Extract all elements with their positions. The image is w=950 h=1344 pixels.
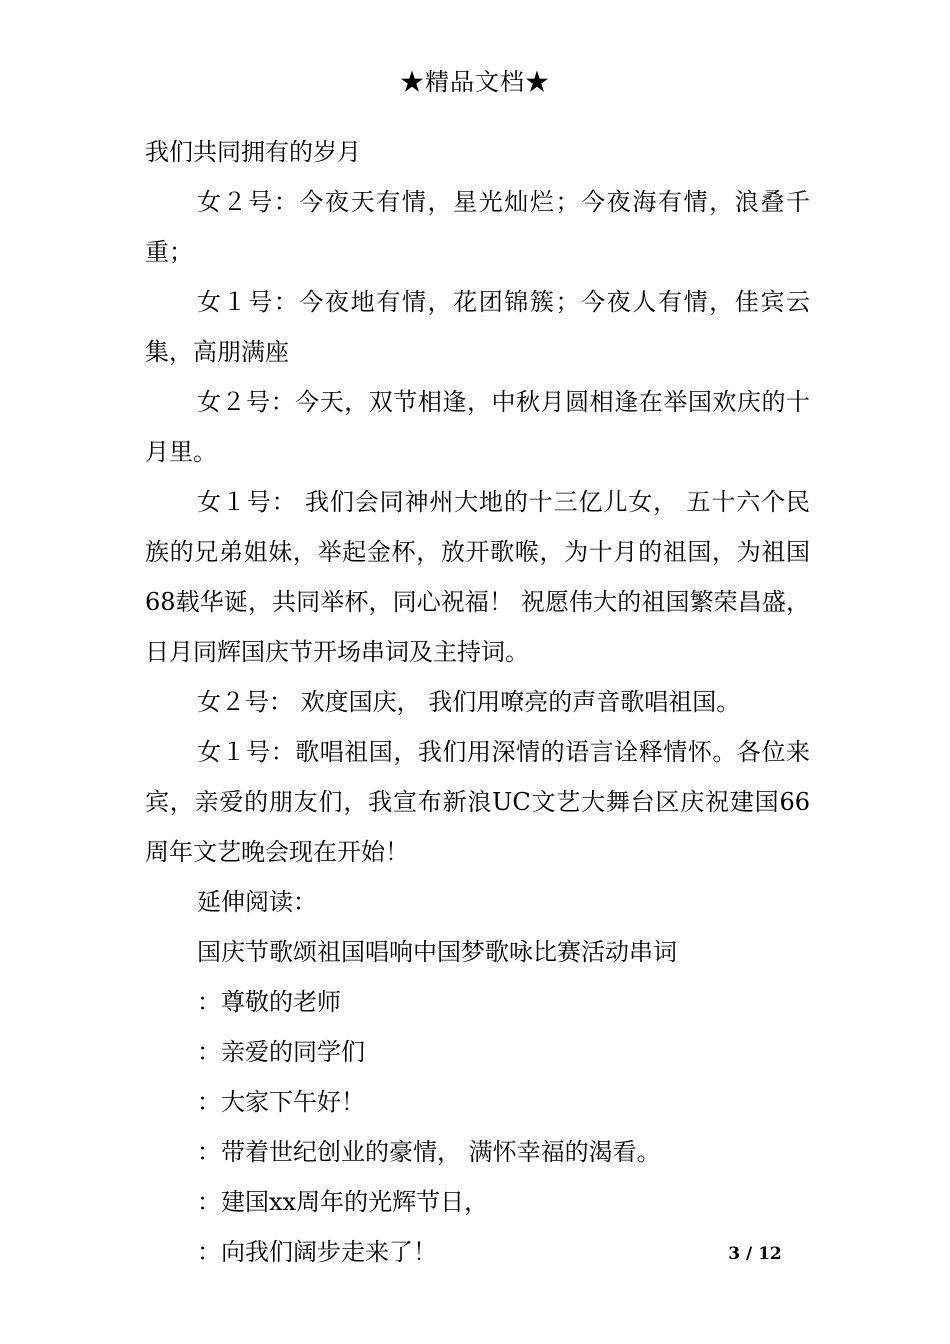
- list-item: ：带着世纪创业的豪情， 满怀幸福的渴看。: [197, 1138, 661, 1166]
- paragraph: 女２号：今天，双节相逢，中秋月圆相逢在举国欢庆的十月里。: [145, 388, 810, 466]
- list-item: ：向我们阔步走来了！: [197, 1238, 437, 1266]
- list-item: ：尊敬的老师: [197, 988, 341, 1016]
- list-item: ：大家下午好！: [197, 1088, 365, 1116]
- paragraph: 我们共同拥有的岁月: [145, 138, 361, 166]
- page-number: 3 / 12: [728, 1244, 782, 1264]
- page-header-title: ★精品文档★: [400, 68, 550, 96]
- document-body: [145, 127, 810, 1277]
- paragraph: 女１号：歌唱祖国，我们用深情的语言诠释情怀。各位来宾，亲爱的朋友们，我宣布新浪UC文艺大舞台区庆祝建国66周年文艺晚会现在开始！: [145, 738, 810, 866]
- paragraph: 国庆节歌颂祖国唱响中国梦歌咏比赛活动串词: [197, 938, 677, 966]
- paragraph: 延伸阅读：: [197, 888, 317, 916]
- paragraph: 女１号： 我们会同神州大地的十三亿儿女， 五十六个民族的兄弟姐妹，举起金杯，放开歌喉，为十月的祖国，为祖国68载华诞，共同举杯，同心祝福！ 祝愿伟大的祖国繁荣昌盛，日月同辉国庆节开场串词及主持词。: [145, 488, 810, 666]
- paragraph: 女１号：今夜地有情，花团锦簇；今夜人有情，佳宾云集，高朋满座: [145, 288, 810, 366]
- list-item: ：亲爱的同学们: [197, 1038, 365, 1066]
- list-item: ：建国xx周年的光辉节日，: [197, 1188, 489, 1216]
- paragraph: 女２号： 欢度国庆， 我们用嘹亮的声音歌唱祖国。: [197, 688, 741, 716]
- paragraph: 女２号：今夜天有情，星光灿烂；今夜海有情，浪叠千重；: [145, 188, 810, 266]
